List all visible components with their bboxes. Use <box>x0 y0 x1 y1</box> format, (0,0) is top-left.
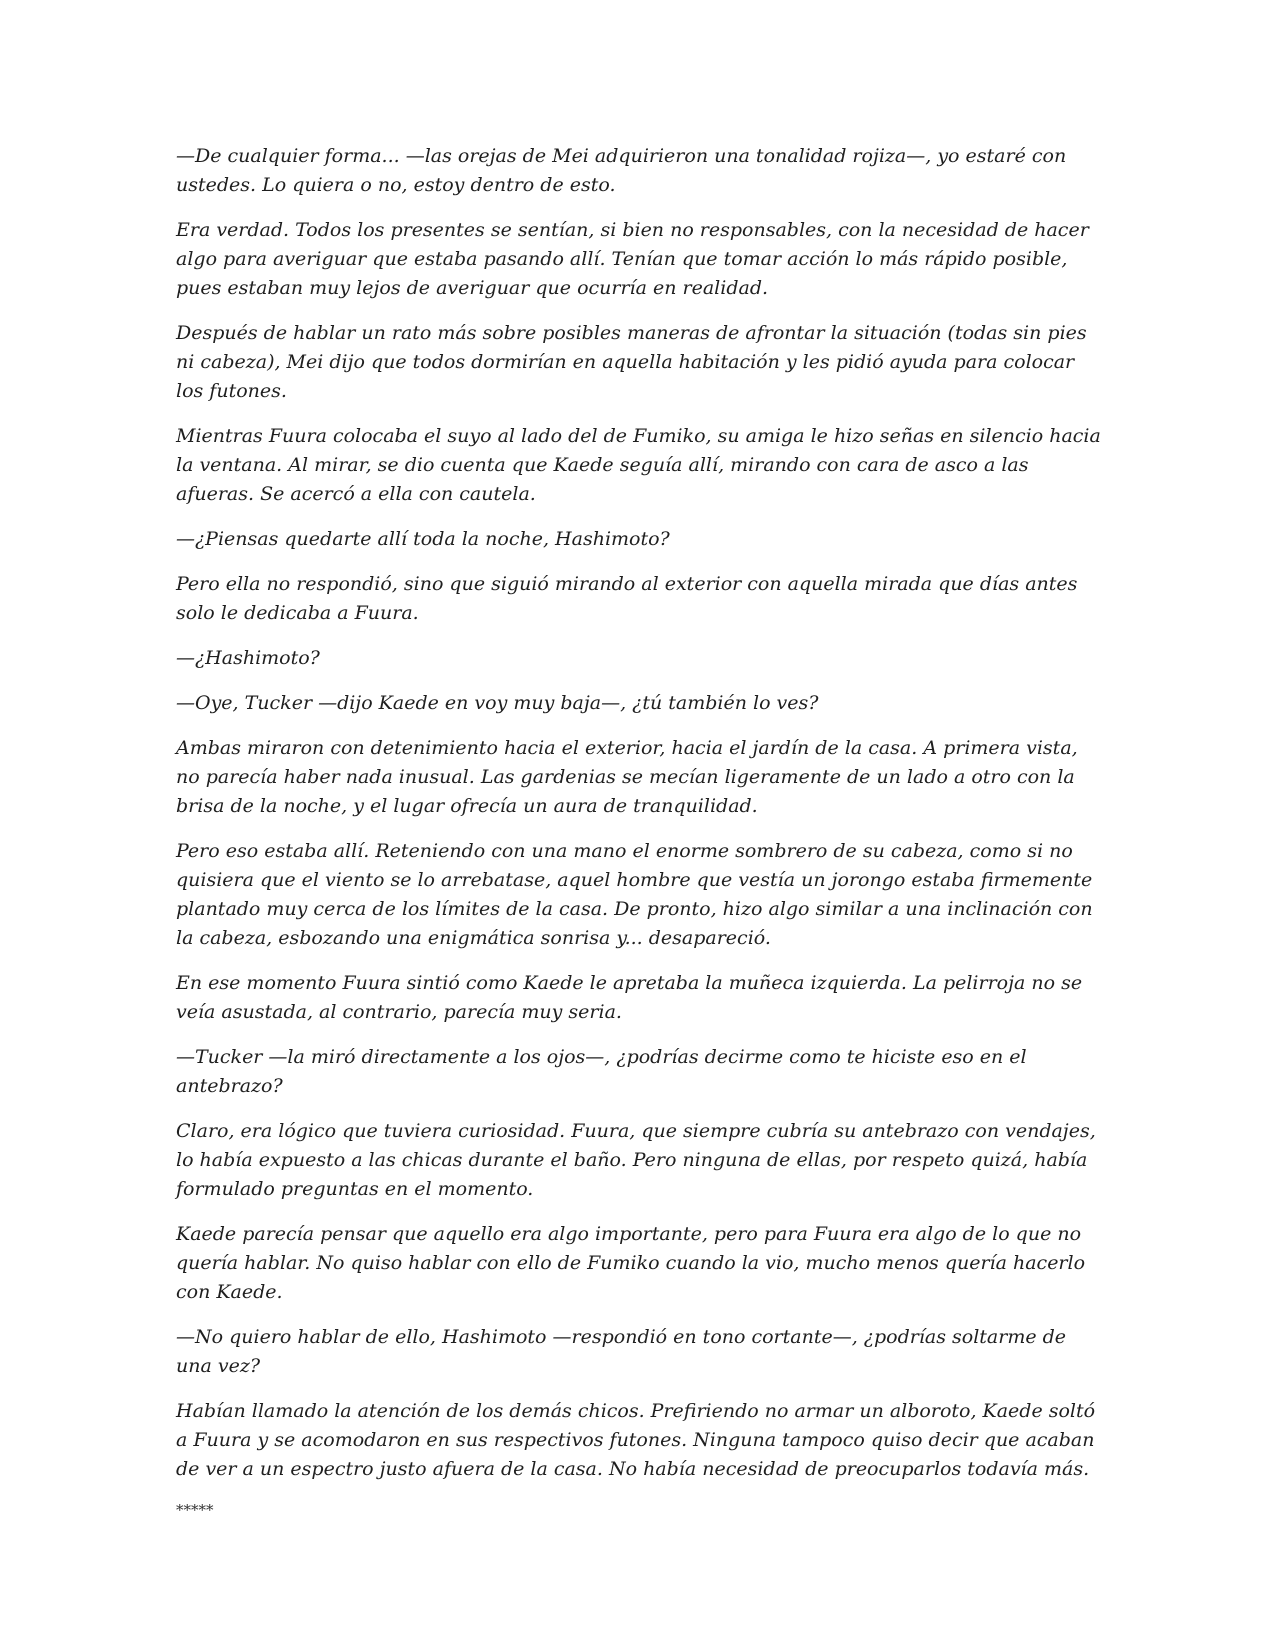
paragraph: —De cualquier forma... —las orejas de Mei adquirieron una tonalidad rojiza—, yo estaré con ustedes. Lo quiera o no, estoy dentro de esto. <box>176 145 1067 196</box>
paragraph: —¿Hashimoto? <box>176 647 320 669</box>
paragraph: Después de hablar un rato más sobre posibles maneras de afrontar la situación (todas sin pies ni cabeza), Mei dijo que todos dormirían en aquella habitación y les pidió ayuda para colocar los futones. <box>176 322 1087 402</box>
paragraph: Claro, era lógico que tuviera curiosidad. Fuura, que siempre cubría su antebrazo con vendajes, lo había expuesto a las chicas durante el baño. Pero ninguna de ellas, por respeto quizá, había formulado preguntas en el momento. <box>176 1120 1096 1200</box>
paragraph: Pero ella no respondió, sino que siguió mirando al exterior con aquella mirada que días antes solo le dedicaba a Fuura. <box>176 573 1078 624</box>
document-body <box>176 142 1106 1520</box>
paragraph: Habían llamado la atención de los demás chicos. Prefiriendo no armar un alboroto, Kaede soltó a Fuura y se acomodaron en sus respectivos futones. Ninguna tampoco quiso decir que acaban de ver a un espectro justo afuera de la casa. No había necesidad de preocuparlos todavía más. <box>176 1400 1096 1480</box>
paragraph: Era verdad. Todos los presentes se sentían, si bien no responsables, con la necesidad de hacer algo para averiguar que estaba pasando allí. Tenían que tomar acción lo más rápido posible, pues estaban muy lejos de averiguar que ocurría en realidad. <box>176 219 1089 299</box>
paragraph: —¿Piensas quedarte allí toda la noche, Hashimoto? <box>176 528 670 550</box>
paragraph: En ese momento Fuura sintió como Kaede le apretaba la muñeca izquierda. La pelirroja no se veía asustada, al contrario, parecía muy seria. <box>176 972 1083 1023</box>
section-separator: ***** <box>176 1501 214 1519</box>
paragraph: Kaede parecía pensar que aquello era algo importante, pero para Fuura era algo de lo que no quería hablar. No quiso hablar con ello de Fumiko cuando la vio, mucho menos quería hacerlo con Kaede. <box>176 1223 1086 1303</box>
paragraph: Pero eso estaba allí. Reteniendo con una mano el enorme sombrero de su cabeza, como si no quisiera que el viento se lo arrebatase, aquel hombre que vestía un jorongo estaba firmemente plantado muy cerca de los límites de la casa. De pronto, hizo algo similar a una inclinación con la cabeza, esbozando una enigmática sonrisa y... desapareció. <box>176 840 1093 949</box>
paragraph: —Oye, Tucker —dijo Kaede en voy muy baja—, ¿tú también lo ves? <box>176 692 819 714</box>
paragraph: —Tucker —la miró directamente a los ojos—, ¿podrías decirme como te hiciste eso en el antebrazo? <box>176 1046 1027 1097</box>
paragraph: Ambas miraron con detenimiento hacia el exterior, hacia el jardín de la casa. A primera vista, no parecía haber nada inusual. Las gardenias se mecían ligeramente de un lado a otro con la brisa de la noche, y el lugar ofrecía un aura de tranquilidad. <box>176 737 1078 817</box>
paragraph: —No quiero hablar de ello, Hashimoto —respondió en tono cortante—, ¿podrías soltarme de una vez? <box>176 1326 1067 1377</box>
paragraph: Mientras Fuura colocaba el suyo al lado del de Fumiko, su amiga le hizo señas en silencio hacia la ventana. Al mirar, se dio cuenta que Kaede seguía allí, mirando con cara de asco a las afueras. Se acercó a ella con cautela. <box>176 425 1101 505</box>
